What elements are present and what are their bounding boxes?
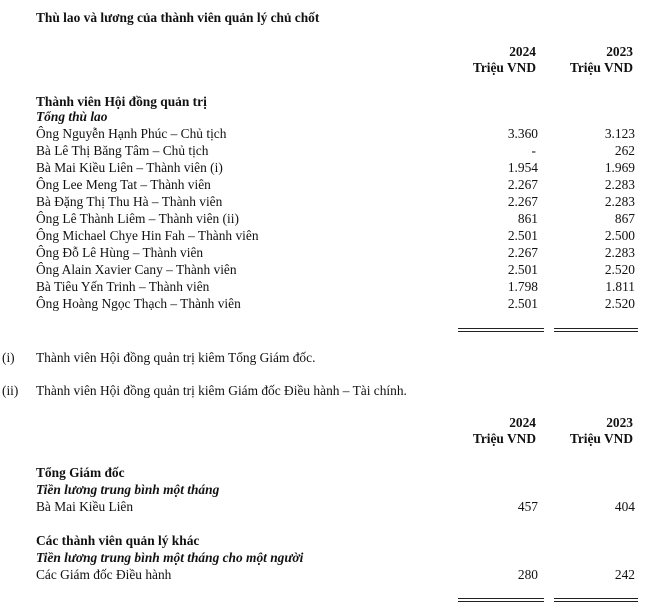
footnote-marker: (ii)	[2, 383, 19, 398]
row-value-2024: 2.501	[507, 262, 538, 277]
table2-sec2-title: Các thành viên quản lý khác	[36, 533, 200, 548]
table2-header-2023-year: 2023	[606, 415, 633, 430]
row-value-2024: 3.360	[507, 126, 538, 141]
row-name: Ông Michael Chye Hin Fah – Thành viên	[36, 228, 259, 243]
table2-header-2024-unit: Triệu VND	[472, 431, 536, 446]
row-value-2023: 867	[614, 211, 635, 226]
row-value-2023: 262	[614, 143, 635, 158]
table2-sec2-subtitle-row	[36, 549, 636, 566]
footnote-text: Thành viên Hội đồng quản trị kiêm Tổng Giám đốc.	[36, 350, 316, 365]
row-value-2024: 2.267	[507, 177, 538, 192]
table1-total-line-2023	[554, 328, 638, 332]
row-name: Ông Alain Xavier Cany – Thành viên	[36, 262, 237, 277]
table-row	[36, 193, 636, 210]
row-value-2024: 457	[517, 499, 538, 514]
table1-section-subtitle: Tổng thù lao	[36, 109, 108, 124]
table1-section-subtitle-row	[36, 108, 636, 125]
row-value-2023: 242	[614, 567, 635, 582]
table-row	[36, 295, 636, 312]
table2-header-2024-year: 2024	[509, 415, 536, 430]
row-value-2024: 861	[517, 211, 538, 226]
row-value-2024: 2.501	[507, 296, 538, 311]
row-name: Các Giám đốc Điều hành	[36, 567, 172, 582]
table1-total-line-2024	[458, 328, 544, 332]
row-value-2023: 3.123	[604, 126, 635, 141]
row-value-2023: 404	[614, 499, 635, 514]
table-row	[36, 125, 636, 142]
table2-header-2023-unit: Triệu VND	[569, 431, 633, 446]
table1-header-2024-unit: Triệu VND	[472, 60, 536, 75]
table-row	[36, 244, 636, 261]
table1-header-2024-year: 2024	[509, 44, 536, 59]
table2-total-line-2024	[458, 598, 544, 602]
table2-sec1-title-row	[36, 464, 636, 481]
row-name: Ông Nguyễn Hạnh Phúc – Chủ tịch	[36, 126, 227, 141]
table-row	[36, 261, 636, 278]
table2-header-2024	[473, 415, 536, 447]
row-value-2024: 1.954	[507, 160, 538, 175]
footnote-marker: (i)	[2, 350, 15, 365]
row-value-2023: 2.520	[604, 262, 635, 277]
table2-sec2-subtitle: Tiền lương trung bình một tháng cho một người	[36, 550, 304, 565]
row-value-2024: 2.267	[507, 245, 538, 260]
row-name: Ông Lê Thành Liêm – Thành viên (ii)	[36, 211, 239, 226]
row-value-2023: 2.500	[604, 228, 635, 243]
table-row	[36, 227, 636, 244]
table1-header-2023-year: 2023	[606, 44, 633, 59]
table1-header-2023-unit: Triệu VND	[569, 60, 633, 75]
row-value-2023: 2.520	[604, 296, 635, 311]
footnote-text: Thành viên Hội đồng quản trị kiêm Giám đốc Điều hành – Tài chính.	[36, 383, 407, 398]
row-name: Ông Hoàng Ngọc Thạch – Thành viên	[36, 296, 241, 311]
row-name: Bà Mai Kiều Liên	[36, 499, 134, 514]
row-value-2024: 1.798	[507, 279, 538, 294]
row-value-2023: 1.811	[605, 279, 635, 294]
row-value-2023: 1.969	[604, 160, 635, 175]
row-value-2023: 2.283	[604, 245, 635, 260]
row-value-2023: 2.283	[604, 194, 635, 209]
row-name: Ông Đỗ Lê Hùng – Thành viên	[36, 245, 204, 260]
table-row	[36, 566, 636, 583]
table1-header-2023	[570, 44, 633, 76]
table-row	[36, 498, 636, 515]
row-name: Bà Đặng Thị Thu Hà – Thành viên	[36, 194, 223, 209]
row-value-2024: 2.501	[507, 228, 538, 243]
table1-section-title: Thành viên Hội đồng quản trị	[36, 94, 207, 109]
table-row	[36, 159, 636, 176]
table2-sec2-title-row	[36, 532, 636, 549]
row-name: Bà Tiêu Yến Trinh – Thành viên	[36, 279, 210, 294]
row-value-2023: 2.283	[604, 177, 635, 192]
table2-header-2023	[570, 415, 633, 447]
row-name: Bà Mai Kiều Liên – Thành viên (i)	[36, 160, 223, 175]
row-name: Ông Lee Meng Tat – Thành viên	[36, 177, 211, 192]
table2-sec1-subtitle-row	[36, 481, 636, 498]
table-row	[36, 176, 636, 193]
table2-sec1-title: Tổng Giám đốc	[36, 465, 125, 480]
row-value-2024: -	[531, 143, 536, 158]
row-value-2024: 280	[517, 567, 538, 582]
table1-header-2024	[473, 44, 536, 76]
table2-sec1-subtitle: Tiền lương trung bình một tháng	[36, 482, 220, 497]
table-row	[36, 210, 636, 227]
page-title: Thù lao và lương của thành viên quản lý chủ chốt	[36, 10, 320, 25]
table-row	[36, 142, 636, 159]
row-name: Bà Lê Thị Băng Tâm – Chủ tịch	[36, 143, 209, 158]
row-value-2024: 2.267	[507, 194, 538, 209]
table2-total-line-2023	[554, 598, 638, 602]
table-row	[36, 278, 636, 295]
